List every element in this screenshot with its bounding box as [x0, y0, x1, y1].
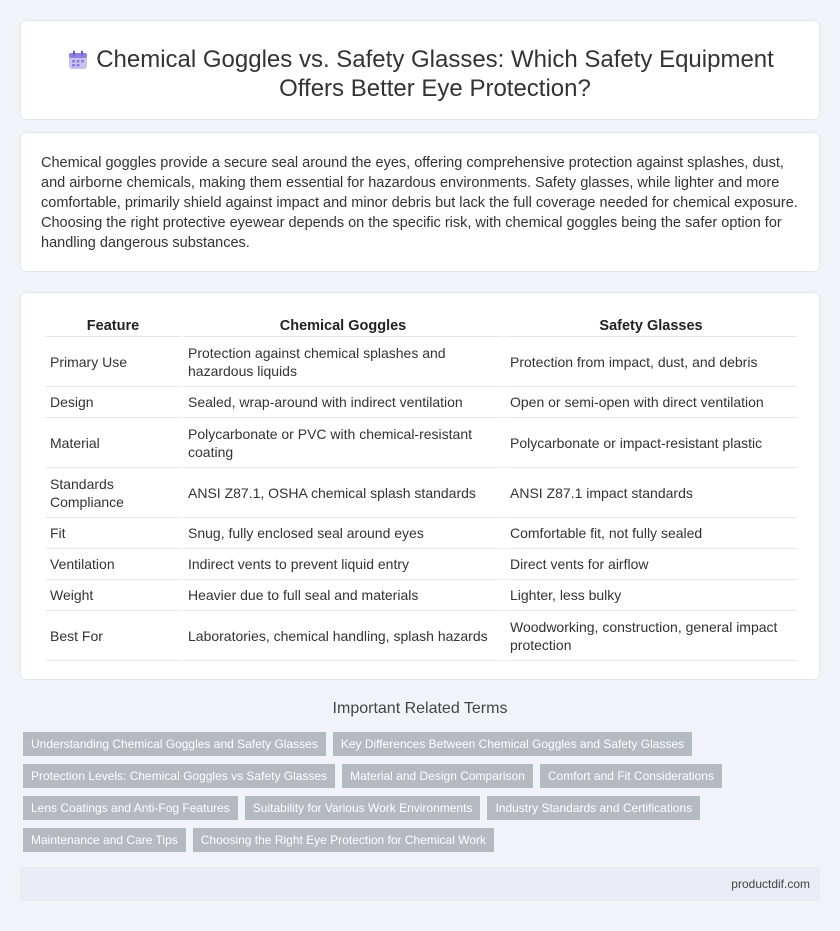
related-term-tag[interactable]: Material and Design Comparison — [342, 764, 533, 788]
table-cell: Ventilation — [45, 549, 181, 580]
table-cell: Protection against chemical splashes and hazardous liquids — [183, 337, 503, 387]
table-cell: Sealed, wrap-around with indirect ventilation — [183, 387, 503, 418]
table-cell: Weight — [45, 580, 181, 611]
page-title: Chemical Goggles vs. Safety Glasses: Which Safety Equipment Offers Better Eye Protection? — [96, 46, 774, 102]
table-cell: ANSI Z87.1 impact standards — [505, 468, 797, 518]
table-cell: Comfortable fit, not fully sealed — [505, 518, 797, 549]
comparison-table — [43, 313, 799, 661]
table-cell: Open or semi-open with direct ventilation — [505, 387, 797, 418]
related-terms-tags — [23, 732, 813, 860]
table-cell: Woodworking, construction, general impact protection — [505, 611, 797, 661]
related-term-tag[interactable]: Maintenance and Care Tips — [23, 828, 186, 852]
tag-row — [23, 796, 813, 820]
table-row — [45, 518, 797, 549]
comparison-card — [20, 292, 820, 680]
table-cell: Best For — [45, 611, 181, 661]
table-cell: Material — [45, 418, 181, 468]
related-term-tag[interactable]: Understanding Chemical Goggles and Safety Glasses — [23, 732, 326, 756]
table-row — [45, 387, 797, 418]
related-term-tag[interactable]: Key Differences Between Chemical Goggles and Safety Glasses — [333, 732, 692, 756]
column-header-feature: Feature — [45, 313, 181, 337]
table-cell: Design — [45, 387, 181, 418]
table-cell: Polycarbonate or PVC with chemical-resistant coating — [183, 418, 503, 468]
table-cell: Standards Compliance — [45, 468, 181, 518]
table-cell: Fit — [45, 518, 181, 549]
related-terms-heading: Important Related Terms — [332, 700, 508, 717]
table-row — [45, 468, 797, 518]
table-cell: Lighter, less bulky — [505, 580, 797, 611]
related-term-tag[interactable]: Lens Coatings and Anti-Fog Features — [23, 796, 238, 820]
table-cell: Direct vents for airflow — [505, 549, 797, 580]
footer — [20, 867, 820, 901]
tag-row — [23, 764, 813, 788]
table-cell: Polycarbonate or impact-resistant plastic — [505, 418, 797, 468]
tag-row — [23, 732, 813, 756]
column-header-glasses: Safety Glasses — [505, 313, 797, 337]
header-card — [20, 20, 820, 120]
related-term-tag[interactable]: Industry Standards and Certifications — [487, 796, 700, 820]
footer-site: productdif.com — [731, 877, 810, 891]
table-cell: Protection from impact, dust, and debris — [505, 337, 797, 387]
table-cell: Snug, fully enclosed seal around eyes — [183, 518, 503, 549]
related-term-tag[interactable]: Suitability for Various Work Environments — [245, 796, 481, 820]
table-cell: Laboratories, chemical handling, splash hazards — [183, 611, 503, 661]
table-row — [45, 611, 797, 661]
table-cell: Heavier due to full seal and materials — [183, 580, 503, 611]
related-term-tag[interactable]: Choosing the Right Eye Protection for Chemical Work — [193, 828, 494, 852]
intro-text: Chemical goggles provide a secure seal around the eyes, offering comprehensive protection against splashes, dust, and airborne chemicals, making them essential for hazardous environments. Safety glasses, while lighter and more comfortable, primarily shield against impact and minor debris but lack the full coverage needed for chemical exposure. Choosing the right protective eyewear depends on the specific risk, with chemical goggles being the safer option for handling dangerous substances. — [41, 155, 798, 251]
column-header-goggles: Chemical Goggles — [183, 313, 503, 337]
table-cell: Indirect vents to prevent liquid entry — [183, 549, 503, 580]
related-term-tag[interactable]: Protection Levels: Chemical Goggles vs Safety Glasses — [23, 764, 335, 788]
table-row — [45, 418, 797, 468]
tag-row — [23, 828, 813, 852]
related-term-tag[interactable]: Comfort and Fit Considerations — [540, 764, 722, 788]
table-row — [45, 549, 797, 580]
table-row — [45, 580, 797, 611]
table-cell: Primary Use — [45, 337, 181, 387]
table-row — [45, 337, 797, 387]
table-header-row — [45, 313, 797, 337]
intro-card — [20, 132, 820, 272]
table-cell: ANSI Z87.1, OSHA chemical splash standards — [183, 468, 503, 518]
